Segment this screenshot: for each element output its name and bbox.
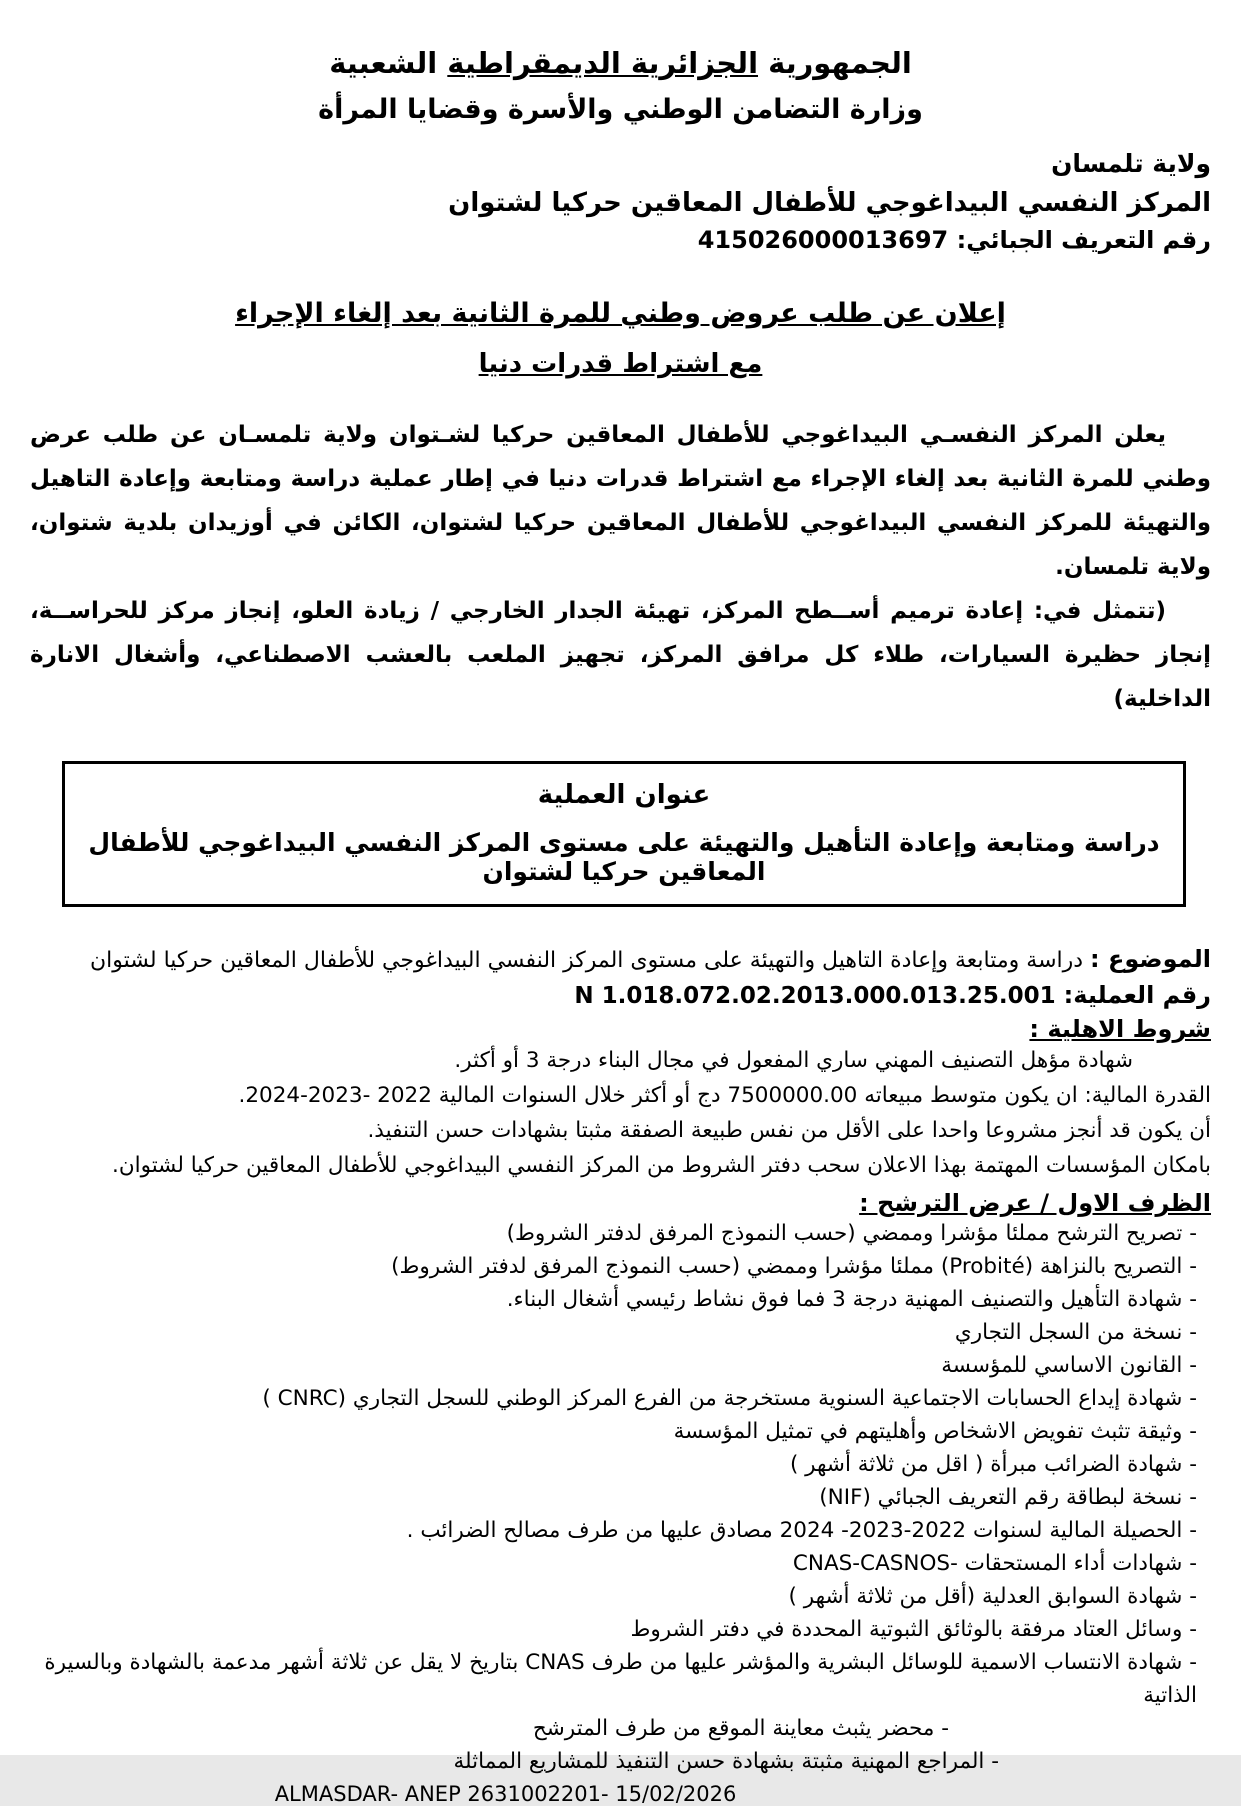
announcement-subtitle: مع اشتراط قدرات دنيا [478, 349, 763, 379]
envelope-item: - نسخة لبطاقة رقم التعريف الجبائي (NIF) [819, 1485, 1197, 1510]
operation-title-box [62, 761, 1186, 907]
operation-number-label: رقم العملية: [1063, 981, 1211, 1009]
envelope-item: - شهادة الانتساب الاسمية للوسائل البشرية والمؤشر عليها من طرف CNAS بتاريخ لا يقل عن ثلاثة أشهر مدعمة بالشهادة وبالسيرة الذاتية [44, 1650, 1197, 1708]
eligibility-item: أن يكون قد أنجز مشروعا واحدا على الأقل من نفس طبيعة الصفقة مثبتا بشهادات حسن التنفيذ. [367, 1118, 1211, 1143]
envelope-item: - المراجع المهنية مثبتة بشهادة حسن التنفيذ للمشاريع المماثلة [453, 1749, 999, 1774]
envelope-heading: الظرف الاول / عرض الترشح : [859, 1189, 1211, 1217]
org-tax-id-line [30, 226, 1211, 254]
footer-anep-reference: ALMASDAR- ANEP 2631002201- 15/02/2026 [274, 1782, 737, 1806]
envelope-item: - وسائل العتاد مرفقة بالوثائق الثبوتية المحددة في دفتر الشروط [630, 1617, 1197, 1642]
envelope-item: - شهادة الضرائب مبرأة ( اقل من ثلاثة أشهر ) [789, 1452, 1197, 1477]
envelope-item: - القانون الاساسي للمؤسسة [941, 1353, 1197, 1378]
tax-id-label: رقم التعريف الجبائي: [956, 226, 1211, 254]
announcement-title: إعلان عن طلب عروض وطني للمرة الثانية بعد إلغاء الإجراء [235, 298, 1006, 329]
org-wilaya: ولاية تلمسان [1051, 149, 1211, 178]
body-paragraph-1: يعلن المركز النفسـي البيداغوجي للأطفال المعاقين حركيا لشـتوان ولاية تلمسـان عن طلب عرض وطني للمرة الثانية بعد إلغاء الإجراء مع اشتراط قدرات دنيا في إطار عملية دراسة ومتابعة وإعادة التاهيل والتهيئة للمركز النفسي البيداغوجي للأطفال المعاقين حركيا لشتوان، الكائن في أوزيدان بلدية شتوان، ولاية تلمسان. [30, 422, 1211, 580]
envelope-item: - شهادات أداء المستحقات -CNAS-CASNOS [792, 1551, 1197, 1576]
header-republic [30, 46, 1211, 80]
tax-id-value: 415026000013697 [697, 226, 949, 254]
eligibility-item: بامكان المؤسسات المهتمة بهذا الاعلان سحب دفتر الشروط من المركز النفسي البيداغوجي للأطفال المعاقين حركيا لشتوان. [111, 1153, 1211, 1178]
operation-number-value: N 1.018.072.02.2013.000.013.25.001 [574, 983, 1056, 1009]
subject-label: الموضوع : [1090, 945, 1211, 973]
header-ministry: وزارة التضامن الوطني والأسرة وقضايا المرأة [318, 94, 923, 125]
eligibility-heading: شروط الاهلية : [1029, 1015, 1211, 1043]
header-republic-pre: الجمهورية [768, 46, 912, 80]
org-center-name: المركز النفسي البيداغوجي للأطفال المعاقين حركيا لشتوان [448, 188, 1211, 218]
eligibility-item: القدرة المالية: ان يكون متوسط مبيعاته 7500000.00 دج أو أكثر خلال السنوات المالية 2022 -2023-2024. [238, 1083, 1211, 1108]
subject-line [30, 943, 1211, 977]
envelope-item: - تصريح الترشح مملئا مؤشرا وممضي (حسب النموذج المرفق لدفتر الشروط) [506, 1221, 1197, 1246]
envelope-item: - نسخة من السجل التجاري [954, 1320, 1197, 1345]
header-republic-post: الشعبية [329, 46, 438, 80]
header-republic-underlined: الجزائرية الديمقراطية [447, 46, 759, 80]
envelope-item: - التصريح بالنزاهة (Probité) مملئا مؤشرا وممضي (حسب النموذج المرفق لدفتر الشروط) [391, 1254, 1197, 1279]
envelope-item: - شهادة إيداع الحسابات الاجتماعية السنوية مستخرجة من الفرع المركز الوطني للسجل التجاري (CNRC ) [262, 1386, 1197, 1411]
operation-number-line [30, 981, 1211, 1009]
operation-box-body: دراسة ومتابعة وإعادة التأهيل والتهيئة على مستوى المركز النفسي البيداغوجي للأطفال المعاقين حركيا لشتوان [88, 828, 1160, 886]
envelope-item: - الحصيلة المالية لسنوات 2022-2023- 2024 مصادق عليها من طرف مصالح الضرائب . [406, 1518, 1197, 1543]
envelope-item: - شهادة التأهيل والتصنيف المهنية درجة 3 فما فوق نشاط رئيسي أشغال البناء. [506, 1287, 1197, 1312]
operation-box-title: عنوان العملية [537, 780, 711, 810]
envelope-item: - وثيقة تثبث تفويض الاشخاص وأهليتهم في تمثيل المؤسسة [673, 1419, 1197, 1444]
envelope-item: - محضر يثبث معاينة الموقع من طرف المترشح [532, 1716, 949, 1741]
eligibility-item: شهادة مؤهل التصنيف المهني ساري المفعول في مجال البناء درجة 3 أو أكثر. [454, 1048, 1133, 1073]
body-paragraph-2: (تتمثل في: إعادة ترميم أســطح المركز، تهيئة الجدار الخارجي / زيادة العلو، إنجاز مركز للحراســة، إنجاز حظيرة السيارات، طلاء كل مرافق المركز، تجهيز الملعب بالعشب الاصطناعي، وأشغال الانارة الداخلية) [30, 598, 1211, 712]
envelope-item: - شهادة السوابق العدلية (أقل من ثلاثة أشهر ) [788, 1584, 1197, 1609]
subject-text: دراسة ومتابعة وإعادة التاهيل والتهيئة على مستوى المركز النفسي البيداغوجي للأطفال المعاقين حركيا لشتوان [90, 948, 1084, 973]
